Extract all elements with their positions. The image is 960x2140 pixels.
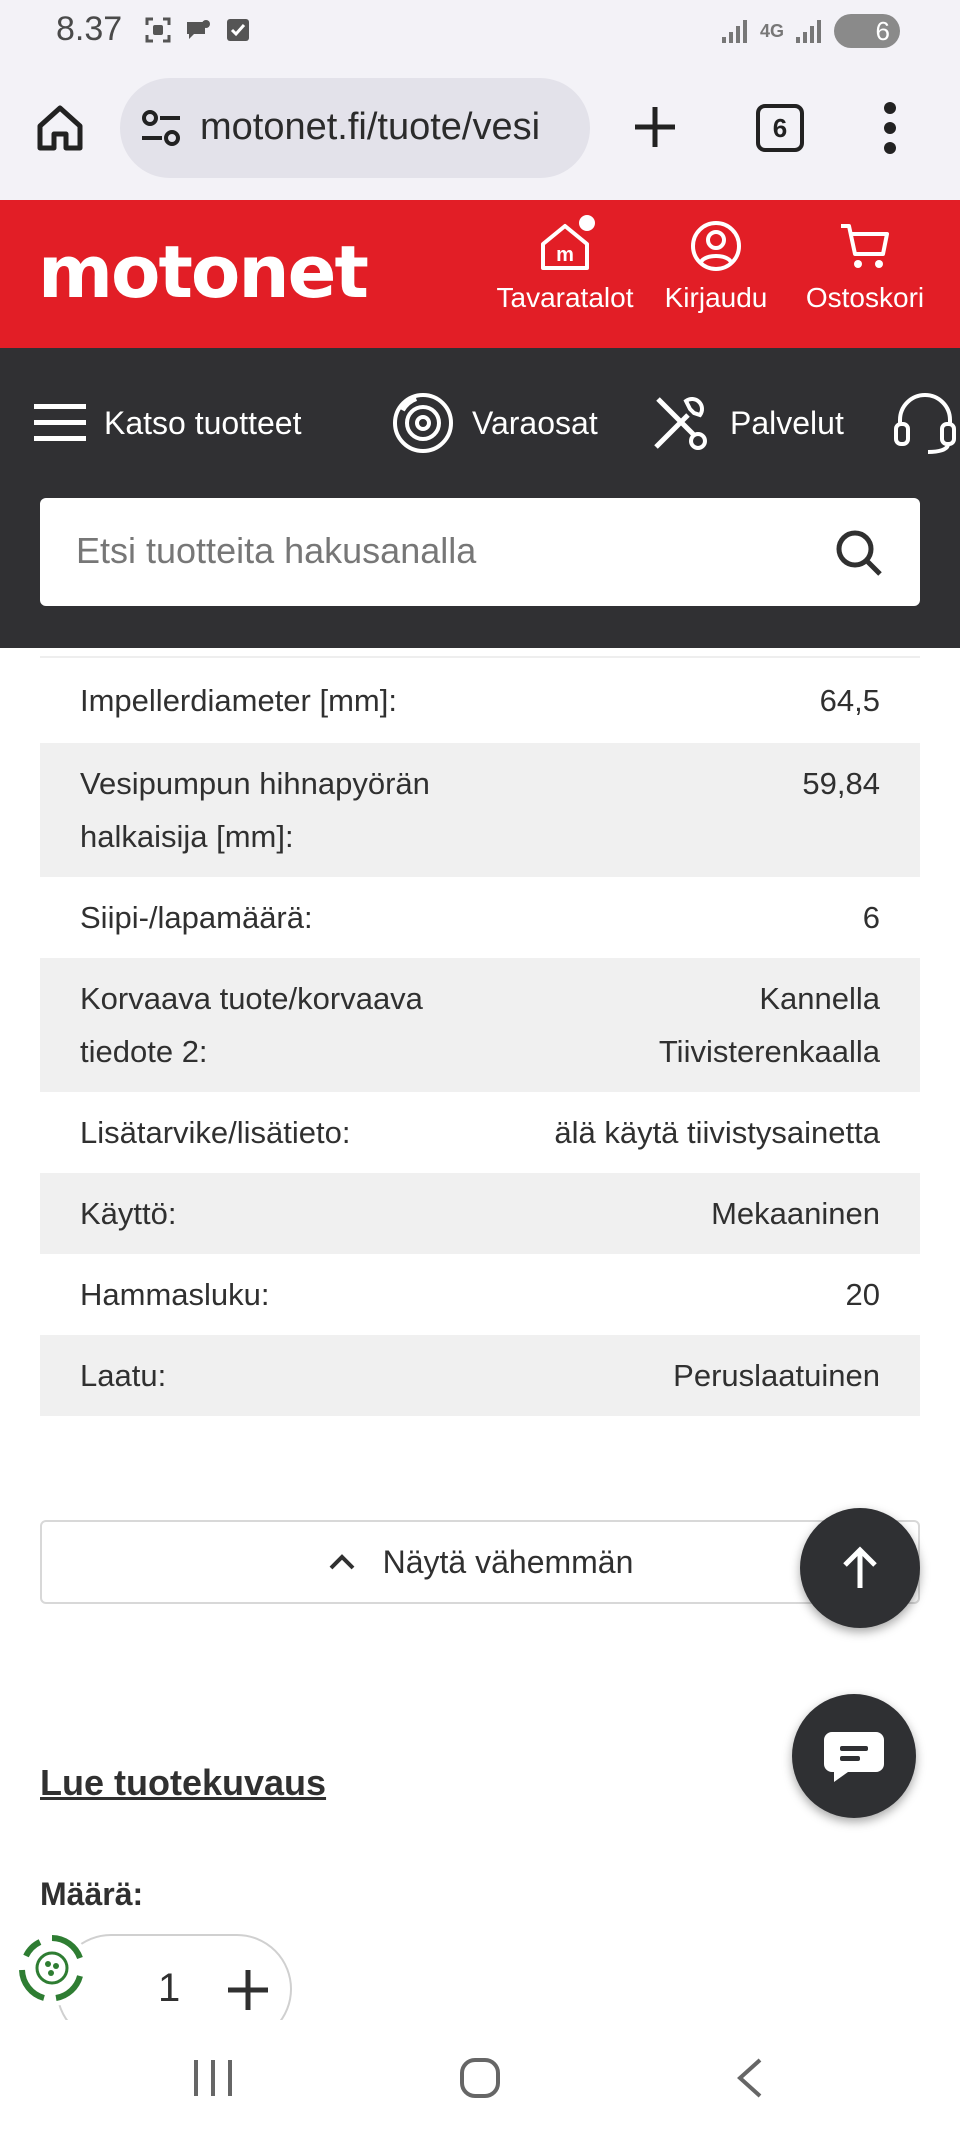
spec-row: [40, 1173, 920, 1254]
chat-button[interactable]: [792, 1694, 916, 1818]
arrow-up-icon: [835, 1543, 885, 1593]
eco-recycle-icon: [14, 1930, 90, 2006]
nav-spare-parts-label: Varaosat: [472, 404, 598, 441]
store-notification-dot: [576, 212, 598, 234]
search-input[interactable]: Etsi tuotteita hakusanalla: [76, 530, 477, 571]
site-header: [0, 200, 960, 348]
quantity-label: Määrä:: [40, 1876, 144, 1912]
motonet-logo[interactable]: motonet: [38, 230, 367, 314]
signal-icon: [720, 17, 750, 45]
chat-notification-icon: [184, 16, 212, 44]
nav-customer-service[interactable]: [892, 388, 960, 458]
nav-stores-label: Tavaratalot: [496, 282, 634, 313]
plus-icon[interactable]: [224, 1966, 272, 2014]
spec-key: Hammasluku:: [80, 1277, 270, 1312]
screenshot-icon: [144, 16, 172, 44]
system-navigation-bar: [0, 2020, 960, 2140]
read-description-link[interactable]: Lue tuotekuvaus: [40, 1762, 327, 1803]
spec-value: Peruslaatuinen: [673, 1358, 880, 1393]
chat-icon: [822, 1728, 886, 1784]
spec-row: [40, 877, 920, 958]
nav-browse-products-label: Katso tuotteet: [104, 404, 302, 441]
brake-disc-icon: [392, 392, 454, 454]
spec-value: 6: [862, 900, 880, 935]
nav-services-label: Palvelut: [730, 404, 844, 441]
spec-value: Kannella Tiivisterenkaalla: [658, 981, 880, 1069]
spec-key: Käyttö:: [80, 1196, 177, 1231]
spec-value: 64,5: [819, 683, 880, 718]
chevron-up-icon: [327, 1552, 357, 1572]
spec-value: 20: [845, 1277, 880, 1312]
spec-key: Laatu:: [80, 1358, 167, 1393]
nav-login-label: Kirjaudu: [664, 282, 768, 313]
address-bar[interactable]: [120, 78, 590, 178]
nav-browse-products[interactable]: [34, 388, 301, 458]
nav-cart-label: Ostoskori: [805, 282, 925, 313]
user-icon: [688, 218, 744, 274]
status-bar: [0, 0, 960, 62]
category-navigation: [0, 348, 960, 648]
tab-switcher-button[interactable]: 6: [756, 104, 804, 152]
search-bar[interactable]: [40, 498, 920, 606]
spec-row: [40, 1335, 920, 1416]
battery-level: 6: [875, 16, 890, 46]
spec-value: 59,84: [802, 766, 880, 801]
search-icon[interactable]: [834, 528, 884, 578]
spec-key: Siipi-/lapamäärä:: [80, 900, 313, 935]
battery-indicator: [834, 14, 900, 48]
spec-row: [40, 1254, 920, 1335]
spec-row: [40, 1092, 920, 1173]
nav-spare-parts[interactable]: [392, 388, 598, 458]
nav-stores[interactable]: [490, 218, 640, 314]
nav-services[interactable]: [648, 388, 844, 458]
checkbox-notification-icon: [224, 16, 252, 44]
site-settings-icon[interactable]: [140, 108, 182, 148]
spec-key: Korvaava tuote/korvaava tiedote 2:: [80, 981, 423, 1069]
nav-login[interactable]: [656, 218, 776, 314]
more-menu-icon[interactable]: [882, 100, 898, 156]
status-notification-icons: [144, 16, 252, 44]
svg-text:m: m: [556, 244, 574, 266]
hamburger-icon: [34, 402, 86, 444]
status-time: 8.37: [56, 10, 123, 48]
spec-row: [40, 658, 920, 743]
spec-key: Lisätarvike/lisätieto:: [80, 1115, 351, 1150]
back-icon[interactable]: [730, 2056, 770, 2105]
network-type: 4G: [759, 20, 784, 41]
show-less-label: Näytä vähemmän: [382, 1543, 634, 1580]
status-system-icons: [720, 14, 900, 48]
show-less-button[interactable]: [40, 1520, 920, 1604]
signal-icon-2: [794, 17, 824, 45]
scroll-to-top-button[interactable]: [800, 1508, 920, 1628]
home-icon[interactable]: [34, 102, 86, 154]
spec-row: [40, 958, 920, 1092]
spec-row: [40, 743, 920, 877]
home-button-icon[interactable]: [458, 2056, 502, 2105]
nav-cart[interactable]: [800, 218, 930, 314]
spec-key: Vesipumpun hihnapyörän halkaisija [mm]:: [80, 766, 430, 854]
cart-icon: [837, 218, 893, 274]
quantity-value[interactable]: 1: [158, 1966, 181, 2010]
tools-icon: [648, 391, 712, 455]
url-text[interactable]: motonet.fi/tuote/vesi: [200, 106, 541, 148]
new-tab-icon[interactable]: [630, 102, 680, 152]
spec-value: Mekaaninen: [711, 1196, 880, 1231]
browser-toolbar: [0, 62, 960, 200]
specifications-table: [40, 656, 920, 1416]
spec-key: Impellerdiameter [mm]:: [80, 683, 397, 718]
recent-apps-icon[interactable]: [190, 2056, 236, 2105]
spec-value: älä käytä tiivistysainetta: [554, 1115, 880, 1150]
headset-icon: [892, 390, 958, 456]
